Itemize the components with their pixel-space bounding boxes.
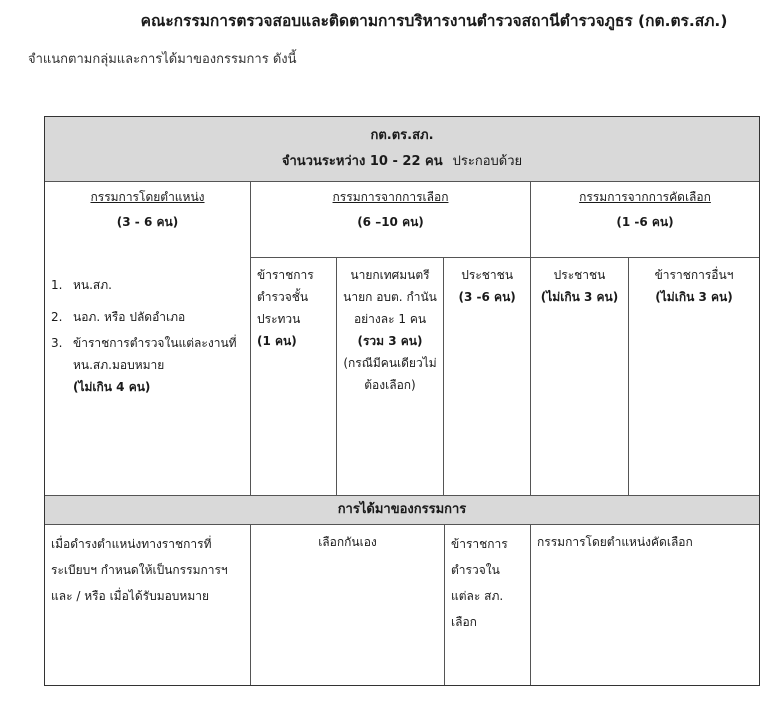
elected-local-leaders-text: นายกเทศมนตรี นายก อบต. กำนัน อย่างละ 1 คน [343, 268, 437, 326]
elected-local-leaders-count: (รวม 3 คน) [357, 334, 423, 348]
elected-local-leaders-cell [337, 258, 445, 495]
selected-officials-text: ข้าราชการอื่นฯ [654, 268, 734, 282]
committee-size [45, 149, 759, 175]
selected-public-text: ประชาชน [553, 268, 606, 282]
committee-name: กต.ตร.สภ. [370, 128, 434, 143]
ex-officio-count: (3 - 6 คน) [116, 215, 179, 229]
elected-count: (6 –10 คน) [357, 215, 424, 229]
elected-subgroups [251, 258, 530, 495]
elected-title: กรรมการจากการเลือก [332, 190, 449, 204]
table-header-cell [45, 117, 759, 181]
selected-column [531, 182, 759, 495]
acquisition-selected: กรรมการโดยตำแหน่งคัดเลือก [537, 535, 693, 549]
elected-police-text: ข้าราชการตำรวจชั้นประทวน [257, 268, 314, 326]
consists-of-label: ประกอบด้วย [452, 154, 523, 169]
elected-public-count: (3 -6 คน) [458, 290, 516, 304]
elected-column [251, 182, 531, 495]
committee-table [44, 116, 760, 686]
committee-count: จำนวนระหว่าง 10 - 22 คน [281, 154, 443, 169]
elected-police-cell [251, 258, 337, 495]
document-subtitle: จำแนกตามกลุ่มและการได้มาของกรรมการ ดังนี้ [28, 52, 297, 67]
ex-officio-list [45, 274, 250, 398]
list-item: 3. ข้าราชการตำรวจในแต่ละงานที่ หน.สภ.มอบหมาย (ไม่เกิน 4 คน) [51, 336, 237, 394]
acquisition-header-row [45, 496, 759, 525]
selected-officials-count: (ไม่เกิน 3 คน) [655, 290, 733, 304]
groups-row [45, 182, 759, 496]
acquisition-ex-officio: เมื่อดำรงตำแหน่งทางราชการที่ระเบียบฯ กำหนดให้เป็นกรรมการฯ และ / หรือ เมื่อได้รับมอบหมาย [45, 525, 251, 685]
list-item: 2. นอภ. หรือ ปลัดอำเภอ [51, 310, 186, 324]
selected-public-cell [531, 258, 629, 495]
document-title: คณะกรรมการตรวจสอบและติดตามการบริหารงานตำรวจสถานีตำรวจภูธร (กต.ตร.สภ.) [140, 12, 728, 30]
elected-public-cell [444, 258, 530, 495]
elected-public-text: ประชาชน [461, 268, 514, 282]
selected-officials-cell [629, 258, 759, 495]
table-header-row [45, 117, 759, 182]
ex-officio-column [45, 182, 251, 495]
selected-title: กรรมการจากการคัดเลือก [579, 190, 711, 204]
elected-header [251, 182, 530, 258]
elected-local-leaders-note: (กรณีมีคนเดียวไม่ต้องเลือก) [343, 356, 437, 392]
selected-subgroups [531, 258, 759, 495]
selected-count: (1 -6 คน) [616, 215, 674, 229]
acquisition-header: การได้มาของกรรมการ [337, 502, 467, 517]
elected-police-count: (1 คน) [257, 334, 297, 348]
ex-officio-title: กรรมการโดยตำแหน่ง [90, 190, 205, 204]
list-item: 1. หน.สภ. [51, 278, 112, 292]
selected-public-count: (ไม่เกิน 3 คน) [540, 290, 619, 304]
selected-header [531, 182, 759, 258]
acquisition-row [45, 525, 759, 685]
acquisition-elected-police: ข้าราชการตำรวจในแต่ละ สภ. เลือก [445, 525, 531, 685]
acquisition-elected-self: เลือกกันเอง [251, 525, 445, 685]
